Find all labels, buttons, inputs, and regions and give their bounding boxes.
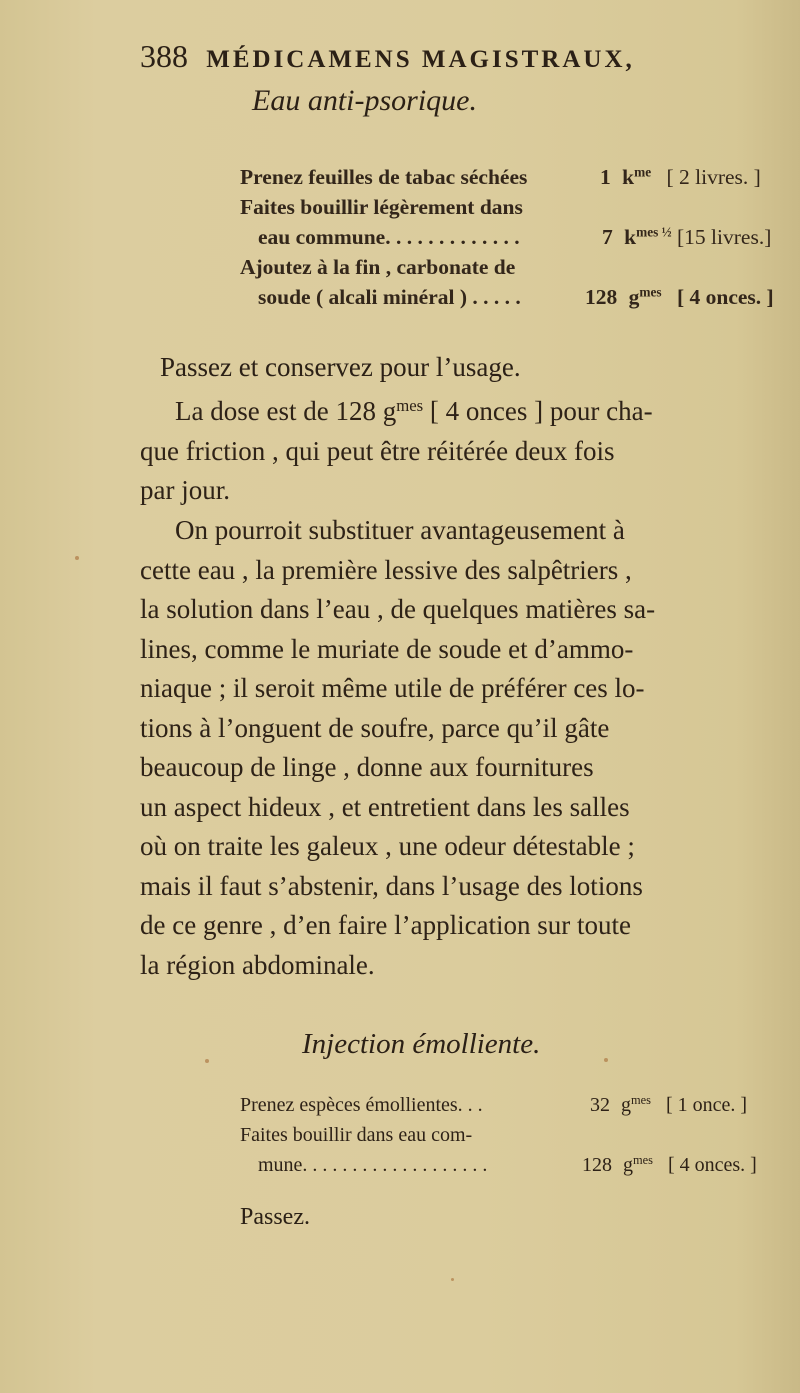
text-run: On pourroit substituer avantageusement à (175, 515, 625, 545)
text-line (140, 788, 770, 828)
running-title: MÉDICAMENS MAGISTRAUX, (206, 46, 635, 73)
recipe-amount: 32 (590, 1094, 610, 1116)
text-run: de ce genre , d’en faire l’application sur toute (140, 910, 632, 940)
recipe-old-measure: [ 4 onces. ] (676, 285, 774, 309)
recipe-ingredient: Faites bouillir dans eau com- (240, 1124, 473, 1146)
recipe-unit-sup: mes (639, 284, 662, 300)
paragraph-substitution (140, 511, 770, 985)
text-line (140, 906, 770, 946)
recipe-row (240, 192, 760, 222)
recipe-unit: g (628, 285, 640, 309)
text-line (140, 867, 770, 907)
recipe-amount: 1 (600, 165, 611, 189)
recipe-unit: k (622, 165, 635, 189)
text-run: tions à l’onguent de soufre, parce qu’il gâte (140, 712, 610, 743)
recipe-unit-sup: mes ½ (636, 224, 672, 240)
recipe-row (240, 282, 774, 312)
recipe-amount: 128 (582, 1154, 612, 1176)
recipe-row (240, 222, 772, 252)
text-run: la solution dans l’eau , de quelques matières sa- (140, 594, 656, 624)
paper-stain (451, 1278, 454, 1281)
recipe-quantity (590, 1090, 747, 1120)
text-line (140, 471, 770, 511)
text-line (140, 630, 770, 670)
recipe-ingredient: Prenez feuilles de tabac séchées (240, 165, 528, 189)
text-run: La dose est de 128 g (175, 396, 397, 426)
recipe-table-eau-anti-psorique (240, 162, 774, 312)
recipe-row (240, 1120, 760, 1150)
text-line (140, 669, 770, 709)
recipe-unit: k (624, 225, 637, 249)
instruction-passez: Passez. (240, 1204, 310, 1230)
recipe-ingredient: eau commune. . . . . . . . . . . . . (258, 225, 520, 249)
recipe-old-measure: [15 livres.] (677, 225, 772, 249)
recipe-unit-sup: mes (633, 1153, 653, 1168)
text-run: [ 4 onces ] pour cha- (423, 396, 653, 426)
recipe-amount: 128 (585, 285, 618, 309)
text-run: par jour. (140, 475, 230, 505)
recipe-old-measure: [ 1 once. ] (665, 1094, 748, 1116)
recipe-quantity (602, 222, 771, 252)
recipe-quantity (585, 282, 774, 312)
recipe-unit-sup: me (634, 164, 652, 180)
unit-superscript: mes (396, 395, 424, 415)
recipe-unit-sup: mes (631, 1093, 651, 1108)
text-line (140, 748, 770, 788)
recipe-old-measure: [ 2 livres. ] (666, 165, 761, 189)
paper-stain (205, 1059, 209, 1063)
recipe-quantity (582, 1150, 757, 1180)
page-number: 388 (140, 38, 188, 74)
text-line (140, 946, 770, 986)
recipe-row (240, 252, 760, 282)
text-run: niaque ; il seroit même utile de préférer ces lo- (140, 673, 645, 703)
recipe-unit: g (621, 1094, 631, 1116)
recipe-ingredient: mune. . . . . . . . . . . . . . . . . . . (258, 1154, 488, 1176)
text-run: où on traite les galeux , une odeur détestable ; (140, 831, 635, 861)
text-line (140, 709, 770, 749)
recipe-row (240, 1090, 760, 1120)
running-head (140, 38, 635, 75)
text-run: cette eau , la première lessive des salpêtriers , (140, 554, 632, 585)
paragraph-dose (140, 392, 770, 511)
text-run: la région abdominale. (140, 949, 375, 980)
recipe-old-measure: [ 4 onces. ] (667, 1154, 757, 1176)
recipe-ingredient: soude ( alcali minéral ) . . . . . (258, 285, 521, 309)
recipe-amount: 7 (602, 225, 613, 249)
recipe-table-injection-emolliente (240, 1090, 760, 1180)
text-run: que friction , qui peut être réitérée deux fois (140, 435, 615, 466)
section-title-injection-emolliente: Injection émolliente. (302, 1028, 541, 1060)
text-line (140, 432, 770, 472)
text-line (140, 827, 770, 867)
text-line (140, 392, 770, 432)
section-title-eau-anti-psorique: Eau anti-psorique. (252, 84, 477, 117)
text-run: un aspect hideux , et entretient dans les salles (140, 791, 630, 822)
text-run: lines, comme le muriate de soude et d’ammo- (140, 633, 634, 664)
text-line (140, 511, 770, 551)
recipe-ingredient: Prenez espèces émollientes. . . (240, 1094, 483, 1116)
paper-stain (604, 1058, 608, 1062)
text-run: beaucoup de linge , donne aux fournitures (140, 752, 594, 782)
text-run: mais il faut s’abstenir, dans l’usage des lotions (140, 870, 643, 901)
recipe-quantity (600, 162, 761, 192)
text-segment (175, 392, 653, 432)
recipe-ingredient: Faites bouillir légèrement dans (240, 195, 523, 219)
instruction-passez-conservez: Passez et conservez pour l’usage. (160, 352, 521, 382)
recipe-row (240, 162, 760, 192)
text-line (140, 590, 770, 630)
paper-stain (75, 556, 79, 560)
text-line (140, 551, 770, 591)
recipe-unit: g (623, 1154, 633, 1176)
recipe-row (240, 1150, 760, 1180)
recipe-ingredient: Ajoutez à la fin , carbonate de (240, 255, 516, 279)
